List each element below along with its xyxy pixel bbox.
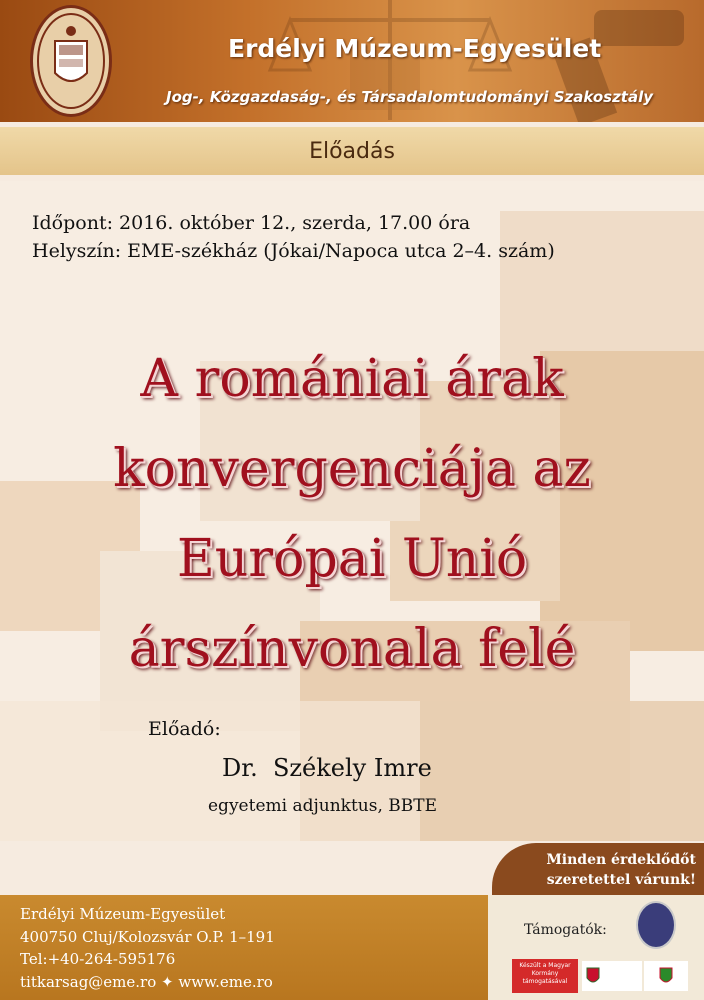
org-section: Jog-, Közgazdaság-, és Társadalomtudományi Szakosztály — [166, 88, 654, 106]
ministry-logo — [582, 961, 642, 991]
event-time: Időpont: 2016. október 12., szerda, 17.00 óra — [32, 212, 471, 234]
org-name: Erdélyi Múzeum-Egyesület — [228, 34, 602, 63]
supporters-panel — [488, 895, 704, 1000]
footer-address: 400750 Cluj/Kolozsvár O.P. 1–191 — [20, 927, 275, 946]
event-place: Helyszín: EME-székház (Jókai/Napoca utca 2–4. szám) — [32, 240, 555, 262]
title-line: A romániai árak — [140, 349, 564, 409]
speaker-name: Dr. Székely Imre — [222, 754, 432, 782]
event-type-label: Előadás — [309, 138, 395, 164]
coat-of-arms-icon — [659, 966, 673, 986]
crest-icon — [35, 11, 107, 111]
welcome-badge — [492, 843, 704, 895]
decor-square — [420, 701, 704, 841]
footer-org: Erdélyi Múzeum-Egyesület — [20, 905, 226, 923]
title-line: konvergenciája az — [113, 439, 591, 499]
coat-of-arms-icon — [586, 966, 600, 986]
fund-logo — [644, 961, 688, 991]
hungarian-government-logo: Készült a Magyar Kormány támogatásával — [512, 959, 578, 993]
speaker-role: egyetemi adjunktus, BBTE — [208, 796, 437, 816]
event-type-band — [0, 127, 704, 175]
title-line: árszínvonala felé — [128, 619, 576, 679]
footer-contact-links[interactable]: titkarsag@eme.ro ✦ www.eme.ro — [20, 972, 273, 991]
header — [0, 0, 704, 122]
contact-block — [20, 903, 480, 993]
eme-seal-logo — [30, 5, 112, 117]
sponsor-seal-logo — [636, 901, 676, 949]
footer-phone: Tel:+40-264-595176 — [20, 950, 176, 968]
welcome-line: Minden érdeklődőt — [546, 852, 696, 868]
speaker-label: Előadó: — [148, 718, 221, 740]
supporters-label: Támogatók: — [524, 922, 607, 938]
footer — [0, 895, 704, 1000]
lecture-title — [20, 334, 684, 694]
title-line: Európai Unió — [176, 529, 528, 589]
welcome-line: szeretettel várunk! — [546, 872, 696, 888]
